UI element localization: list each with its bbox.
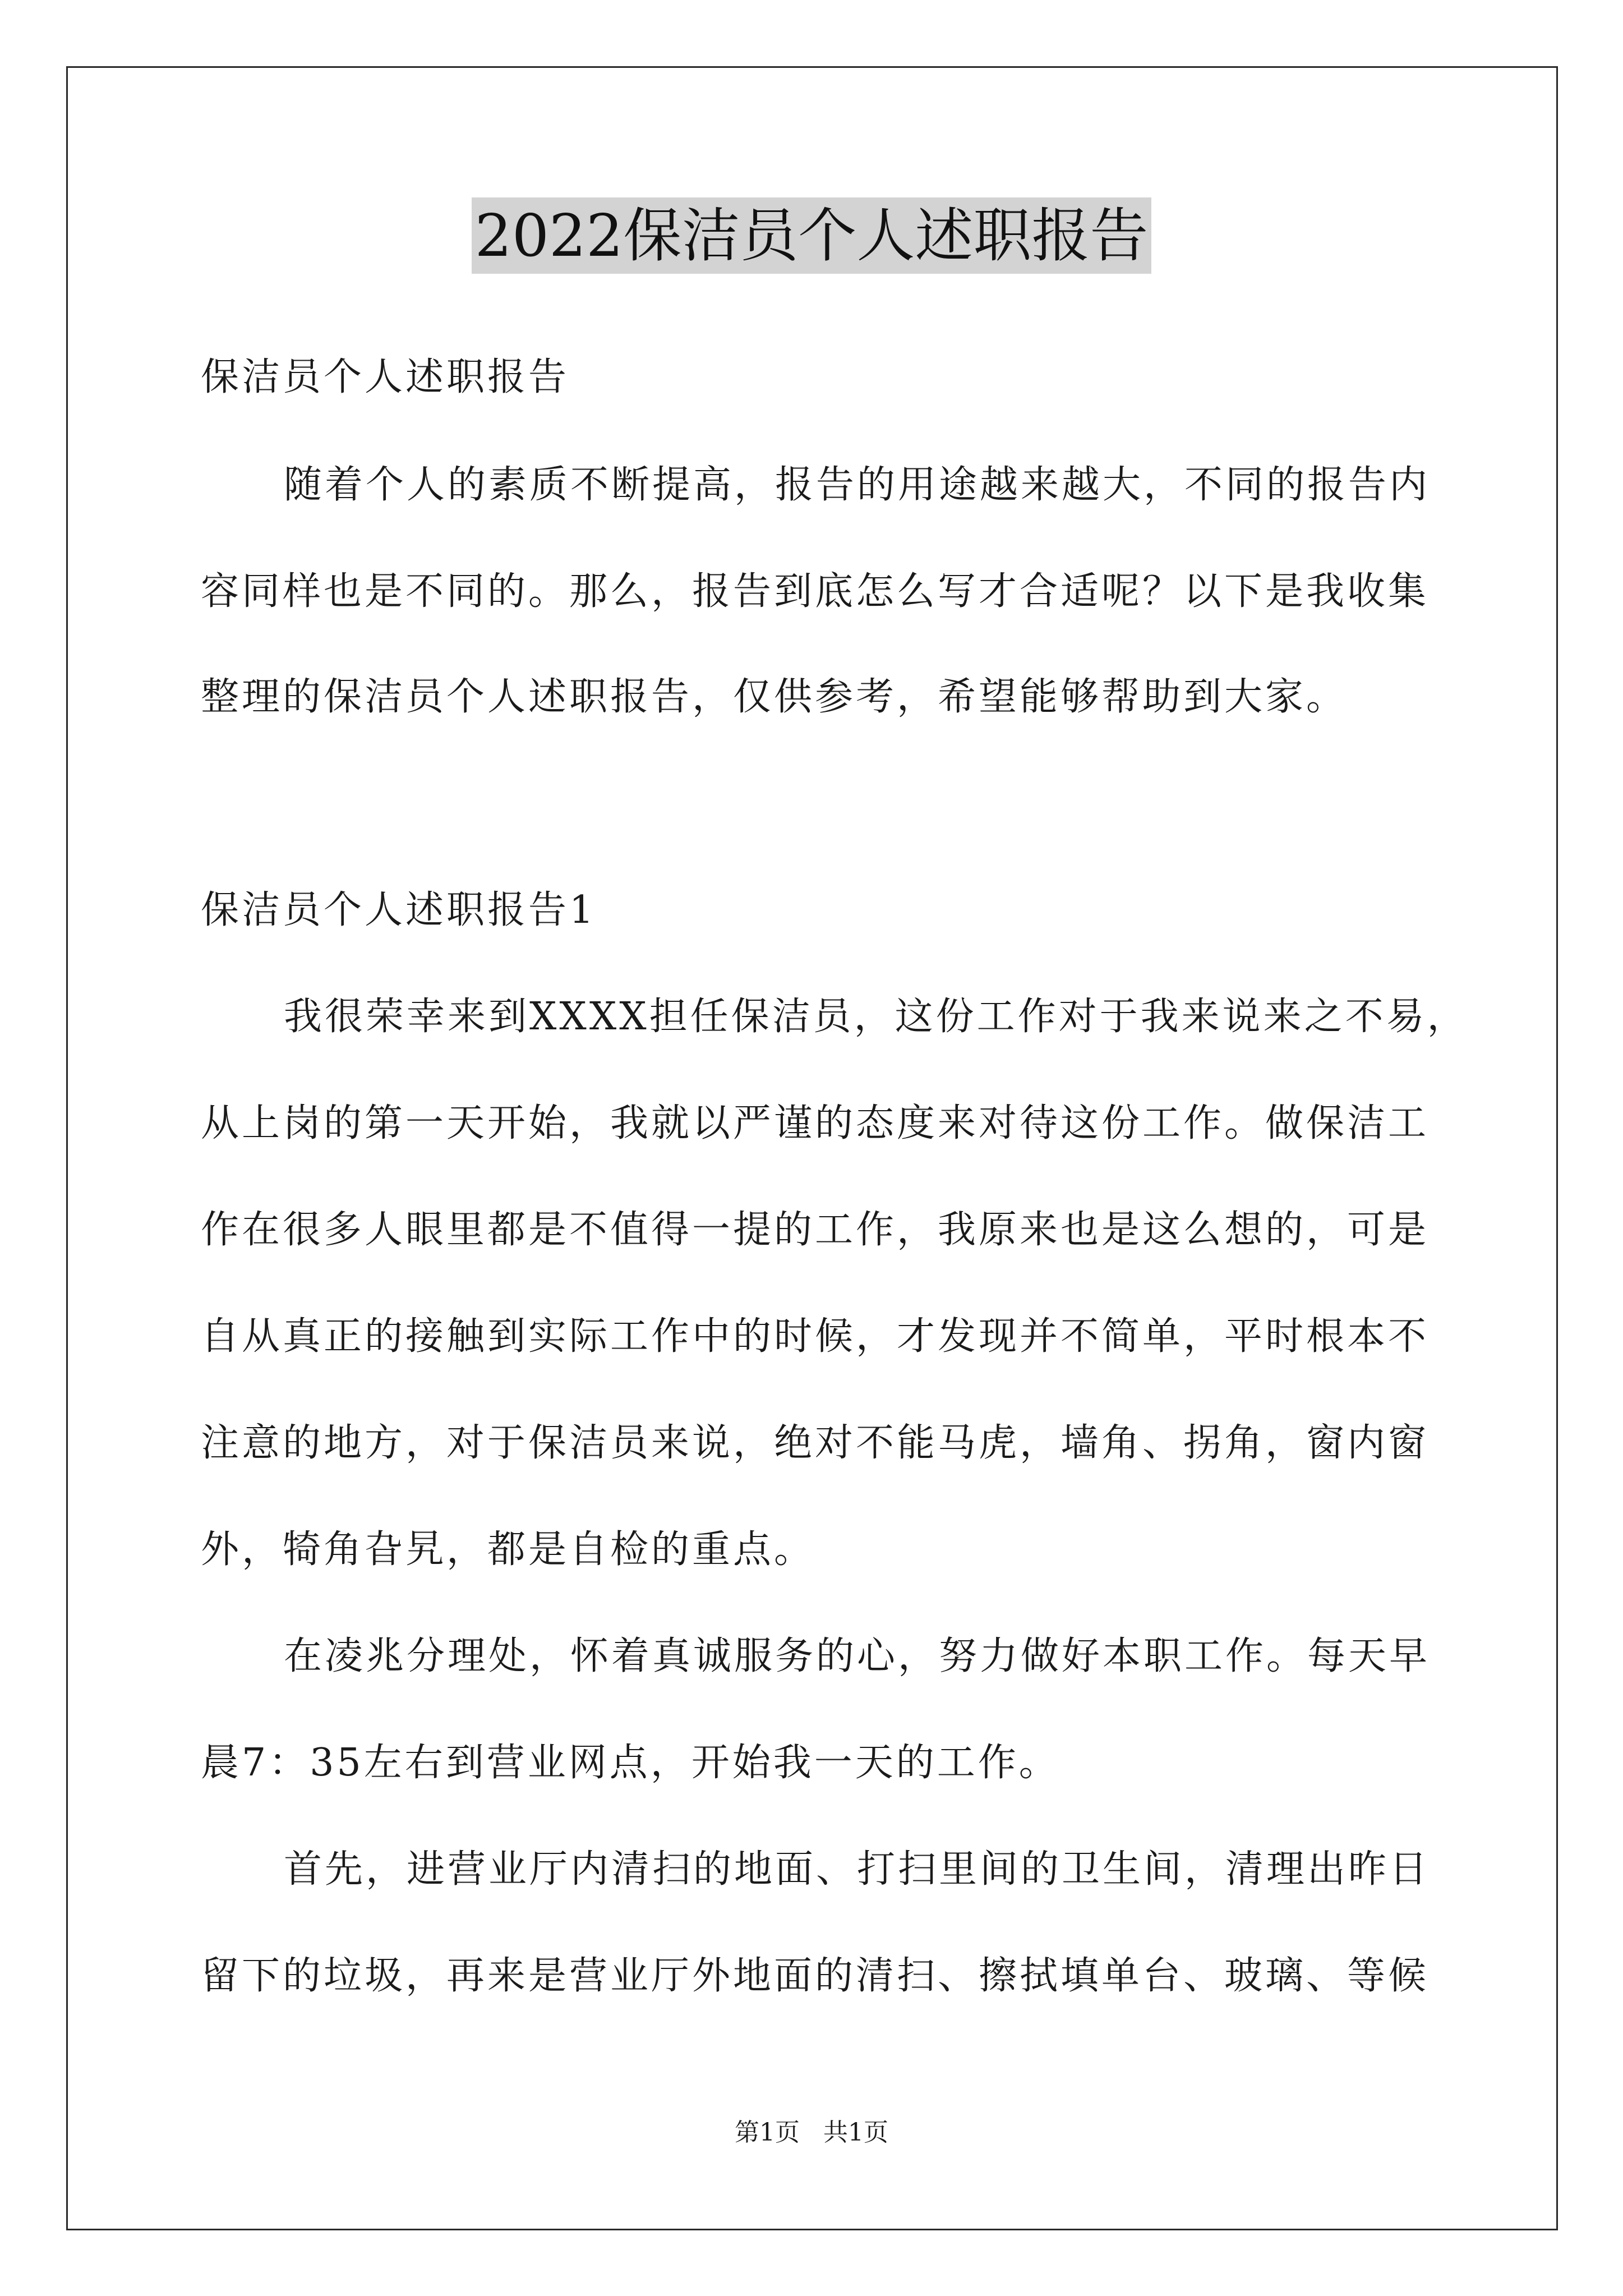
paragraph-line: 晨7：35左右到营业网点，开始我一天的工作。 xyxy=(201,1741,1060,1785)
document-title: 2022保洁员个人述职报告 xyxy=(472,197,1152,274)
paragraph-line: 我很荣幸来到XXXX担任保洁员，这份工作对于我来说来之不易， xyxy=(284,995,1468,1039)
paragraph-line: 随着个人的素质不断提高，报告的用途越来越大，不同的报告内 xyxy=(284,463,1431,507)
section-heading: 保洁员个人述职报告 xyxy=(201,355,570,399)
paragraph-line: 首先，进营业厅内清扫的地面、打扫里间的卫生间，清理出昨日 xyxy=(284,1847,1431,1892)
paragraph-line: 自从真正的接触到实际工作中的时候，才发现并不简单，平时根本不 xyxy=(201,1314,1430,1359)
paragraph-line: 作在很多人眼里都是不值得一提的工作，我原来也是这么想的，可是 xyxy=(201,1208,1430,1252)
paragraph-line: 从上岗的第一天开始，我就以严谨的态度来对待这份工作。做保洁工 xyxy=(201,1101,1430,1145)
paragraph-line: 注意的地方，对于保洁员来说，绝对不能马虎，墙角、拐角，窗内窗 xyxy=(201,1421,1430,1465)
title-container xyxy=(0,197,1623,274)
paragraph-line: 外，犄角旮旯，都是自检的重点。 xyxy=(201,1527,815,1572)
paragraph-line: 留下的垃圾，再来是营业厅外地面的清扫、擦拭填单台、玻璃、等候 xyxy=(201,1954,1430,1998)
page-footer xyxy=(0,2112,1623,2148)
paragraph-line: 整理的保洁员个人述职报告，仅供参考，希望能够帮助到大家。 xyxy=(201,675,1348,719)
page-number-total: 共1页 xyxy=(823,2118,888,2147)
paragraph-line: 容同样也是不同的。那么，报告到底怎么写才合适呢？以下是我收集 xyxy=(201,569,1430,614)
paragraph-line: 在凌兆分理处，怀着真诚服务的心，努力做好本职工作。每天早 xyxy=(284,1634,1431,1678)
section-heading: 保洁员个人述职报告1 xyxy=(201,888,597,932)
page-number-current: 第1页 xyxy=(735,2118,800,2147)
